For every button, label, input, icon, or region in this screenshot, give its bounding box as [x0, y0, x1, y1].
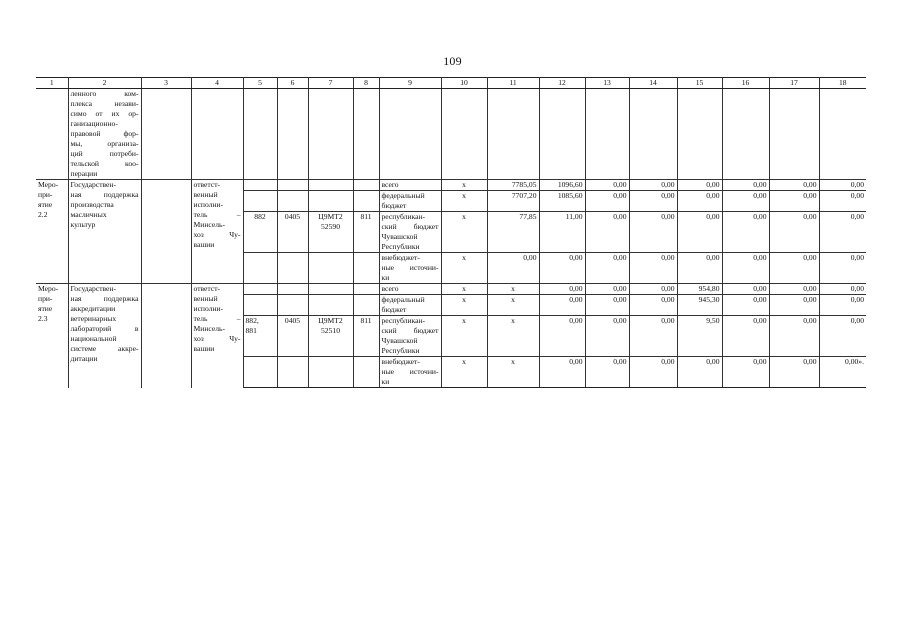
header-row [36, 78, 866, 89]
measure-title: Государствен- ная поддержка производства масличных культур [68, 180, 141, 284]
header-cell: 14 [629, 78, 677, 89]
measure-number: Меро- при- ятие 2.2 [36, 180, 68, 284]
funding-source: федеральный бюджет [379, 191, 441, 212]
responsible-executor: ответст- венный исполни- тель – Минсель- хоз Чу- вашии [191, 284, 243, 388]
m23-row-extrabudget: внебюджет- ные источни- ки x x 0,00 0,00 0,00 0,00 0,00 0,00 0,00». [36, 357, 866, 388]
budget-table [36, 77, 866, 388]
kbk-section: 0405 [277, 212, 308, 253]
header-cell: 3 [141, 78, 191, 89]
m22-row-federal: федеральный бюджет x 7707,20 1085,60 0,00 0,00 0,00 0,00 0,00 0,00 [36, 191, 866, 212]
header-cell: 17 [769, 78, 819, 89]
continuation-row [36, 89, 866, 180]
kbk-ministry: 882, 881 [243, 316, 277, 357]
header-cell: 2 [68, 78, 141, 89]
page-number: 109 [443, 54, 462, 68]
header-cell: 13 [585, 78, 629, 89]
m22-row-total: Меро- при- ятие 2.2 Государствен- ная поддержка производства масличных культур ответст- венный исполни- тель – Минсель- хоз Чу- вашии всего x 7785,05 1096,60 0,00 0,00 0,00 0,00 0,00 0,00 [36, 180, 866, 191]
funding-source: всего [379, 284, 441, 295]
header-cell: 10 [441, 78, 487, 89]
measure-number: Меро- при- ятие 2.3 [36, 284, 68, 388]
continuation-text: ленного ком- плекса незави- симо от их ор- ганизационно- правовой фор- мы, организа- ций потреби- тельской коо- перации [68, 89, 141, 180]
funding-source: внебюджет- ные источни- ки [379, 357, 441, 388]
kbk-ministry: 882 [243, 212, 277, 253]
header-cell: 16 [722, 78, 769, 89]
funding-source: республикан- ский бюджет Чувашской Республики [379, 316, 441, 357]
header-cell: 6 [277, 78, 308, 89]
m22-row-republic: 882 0405 Ц9МТ2 52590 811 республикан- ский бюджет Чувашской Республики x 77,85 11,00 0,00 0,00 0,00 0,00 0,00 0,00 [36, 212, 866, 253]
responsible-executor: ответст- венный исполни- тель – Минсель- хоз Чу- вашии [191, 180, 243, 284]
header-cell: 1 [36, 78, 68, 89]
m22-row-extrabudget: внебюджет- ные источни- ки x 0,00 0,00 0,00 0,00 0,00 0,00 0,00 0,00 [36, 253, 866, 284]
m23-row-federal: федеральный бюджет x x 0,00 0,00 0,00 945,30 0,00 0,00 0,00 [36, 295, 866, 316]
kbk-expense-type: 811 [353, 212, 379, 253]
kbk-target: Ц9МТ2 52510 [308, 316, 353, 357]
funding-source: республикан- ский бюджет Чувашской Республики [379, 212, 441, 253]
header-cell: 5 [243, 78, 277, 89]
measure-title: Государствен- ная поддержка аккредитации ветеринарных лабораторий в национальной системе аккре- дитации [68, 284, 141, 388]
kbk-target: Ц9МТ2 52590 [308, 212, 353, 253]
header-cell: 12 [539, 78, 585, 89]
header-cell: 18 [819, 78, 866, 89]
header-cell: 15 [677, 78, 722, 89]
header-cell: 11 [487, 78, 539, 89]
header-cell: 9 [379, 78, 441, 89]
funding-source: всего [379, 180, 441, 191]
kbk-section: 0405 [277, 316, 308, 357]
m23-row-total: Меро- при- ятие 2.3 Государствен- ная поддержка аккредитации ветеринарных лабораторий в национальной системе аккре- дитации ответст- венный исполни- тель – Минсель- хоз Чу- вашии всего x x 0,00 0,00 0,00 954,80 0,00 0,00 0,00 [36, 284, 866, 295]
header-cell: 8 [353, 78, 379, 89]
header-cell: 4 [191, 78, 243, 89]
header-cell: 7 [308, 78, 353, 89]
funding-source: внебюджет- ные источни- ки [379, 253, 441, 284]
funding-source: федеральный бюджет [379, 295, 441, 316]
m23-row-republic: 882, 881 0405 Ц9МТ2 52510 811 республикан- ский бюджет Чувашской Республики x x 0,00 0,00 0,00 9,50 0,00 0,00 0,00 [36, 316, 866, 357]
kbk-expense-type: 811 [353, 316, 379, 357]
